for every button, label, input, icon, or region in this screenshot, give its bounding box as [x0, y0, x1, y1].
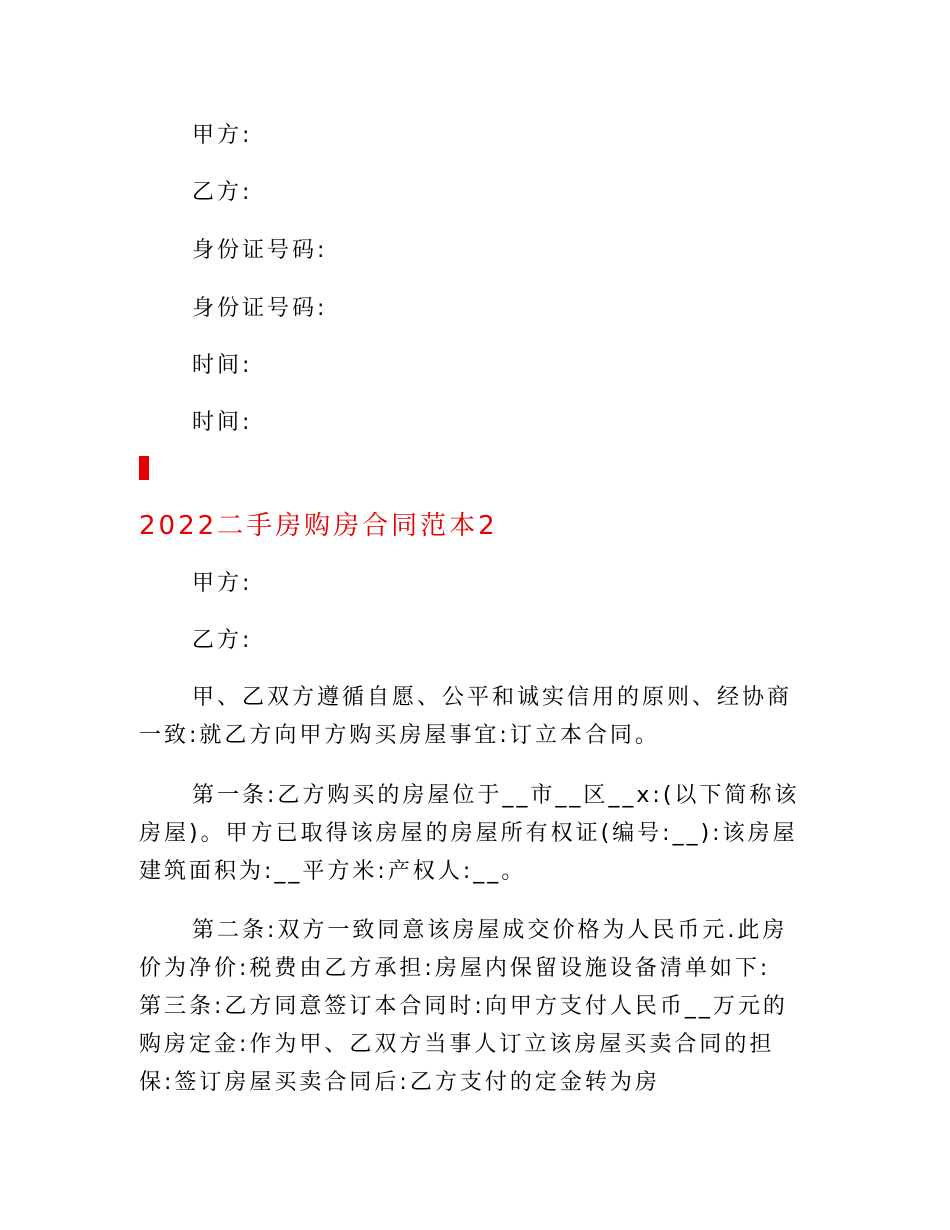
- section-marker: [139, 456, 149, 480]
- contract-paragraph: 甲、乙双方遵循自愿、公平和诚实信用的原则、经协商一致:就乙方向甲方购买房屋事宜:订立本合同。: [139, 685, 793, 748]
- time-label: 时间:: [192, 353, 253, 378]
- id-number-label: 身份证号码:: [192, 296, 328, 321]
- section-heading: 2022二手房购房合同范本2: [139, 511, 498, 541]
- id-number-label: 身份证号码:: [192, 238, 328, 263]
- time-label: 时间:: [192, 410, 253, 435]
- party-b-label: 乙方:: [192, 628, 253, 653]
- party-a-label: 甲方:: [192, 123, 253, 148]
- party-a-label: 甲方:: [192, 571, 253, 596]
- contract-paragraph: 第二条:双方一致同意该房屋成交价格为人民币元.此房价为净价:税费由乙方承担:房屋内保留设施设备清单如下: 第三条:乙方同意签订本合同时:向甲方支付人民币__万元的购房定金:作为甲、乙双方当事人订立该房屋买卖合同的担保:签订房屋买卖合同后:乙方支付的定金转为房: [139, 918, 831, 1095]
- contract-paragraph: 第一条:乙方购买的房屋位于__市__区__x:(以下简称该房屋)。甲方已取得该房屋的房屋所有权证(编号:__):该房屋建筑面积为:__平方米:产权人:__。: [139, 783, 800, 884]
- party-b-label: 乙方:: [192, 180, 253, 205]
